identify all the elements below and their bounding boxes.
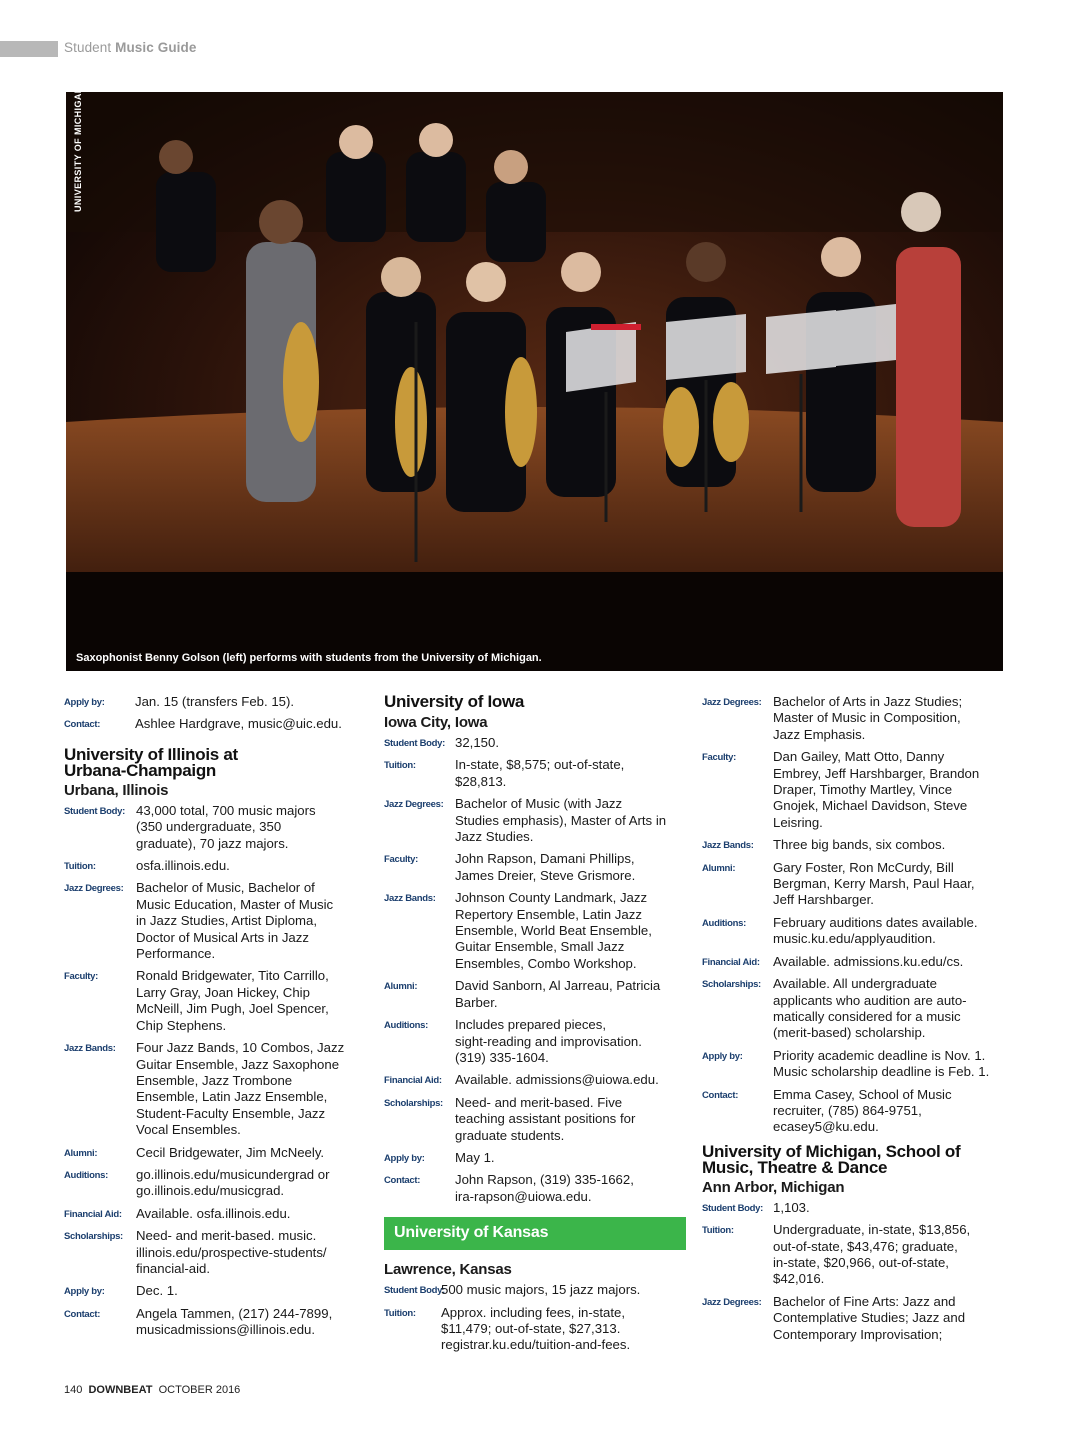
entry-value [773,1294,965,1343]
entry-label: Faculty: [702,752,737,764]
entry-label: Student Body: [384,738,446,749]
info-entry [384,796,686,845]
info-entry [64,1145,364,1161]
entry-line: Gnojek, Michael Davidson, Steve [773,798,968,814]
entry-value: Ashlee Hardgrave, music@uic.edu. [135,716,342,732]
entry-line: Emma Casey, School of Music [773,1086,952,1102]
entry-line: Contemplative Studies; Jazz and [773,1310,966,1326]
entry-line: out-of-state, $43,476; graduate, [773,1238,958,1254]
info-entry [702,1222,1004,1288]
info-entry [702,837,1004,853]
entry-line: recruiter, (785) 864-9751, [773,1102,922,1118]
info-entry [384,890,686,972]
entry-line: Bachelor of Arts in Jazz Studies; [773,694,963,709]
entry-line: Contemporary Improvisation; [773,1326,943,1342]
entry-line: Student-Faculty Ensemble, Jazz [136,1105,326,1121]
entry-label: Tuition: [384,1307,416,1319]
info-entry [64,1228,364,1277]
entry-line: Studies emphasis), Master of Arts in [455,812,667,828]
entry-label: Jazz Bands: [384,893,436,905]
column-3 [702,694,1004,1349]
entry-label: Tuition: [64,861,96,873]
entry-value [773,915,978,948]
entry-label: Apply by: [384,1152,425,1164]
photo-credit: UNIVERSITY OF MICHIGAN [73,86,83,212]
entry-value [455,978,660,1011]
entry-label: Jazz Bands: [64,1043,116,1055]
entry-value [136,1228,327,1277]
entry-line: osfa.illinois.edu. [136,858,230,874]
entry-line: 500 music majors, 15 jazz majors. [441,1282,641,1298]
entry-line: (319) 335-1604. [455,1049,549,1065]
entry-value [773,954,963,970]
entry-value: Jan. 15 (transfers Feb. 15). [135,694,295,709]
entry-label: Tuition: [384,760,416,772]
section-header: Student Music Guide [64,40,197,55]
entry-line: Music scholarship deadline is Feb. 1. [773,1064,990,1080]
entry-value [773,976,967,1042]
info-entry [702,1294,1004,1343]
entry-label: Student Body: [64,805,126,817]
info-entry [64,1167,364,1200]
entry-line: Guitar Ensemble, Jazz Saxophone [136,1056,340,1072]
entry-value [136,1206,290,1222]
school-location-illinois: Urbana, Illinois [64,781,169,799]
entry-value [455,757,624,790]
entry-label: Alumni: [384,981,418,993]
iowa-entries [384,735,686,1205]
info-entry [702,860,1004,909]
entry-line: Approx. including fees, in-state, [441,1304,625,1320]
entry-line: 43,000 total, 700 music majors [136,802,316,818]
entry-value [455,851,635,884]
entry-apply-by [64,694,364,710]
entry-line: Available. osfa.illinois.edu. [136,1205,291,1221]
info-entry [64,1040,364,1138]
entry-line: Ronald Bridgewater, Tito Carrillo, [136,968,329,984]
info-entry [702,915,1004,948]
entry-value [455,1095,635,1144]
info-entry [384,1072,686,1088]
entry-line: Barber. [455,994,498,1010]
entry-line: McNeill, Jim Pugh, Joel Spencer, [136,1001,329,1017]
entry-line: Leisring. [773,814,823,830]
entry-value [455,1072,659,1088]
school-name-iowa: University of Iowa [384,692,525,711]
entry-line: Need- and merit-based. music. [136,1228,317,1244]
entry-line: Bachelor of Music, Bachelor of [136,880,315,896]
entry-label: Apply by: [702,1050,743,1062]
entry-label: Student Body: [384,1285,446,1297]
school-banner-kansas: University of Kansas [384,1217,686,1250]
entry-line: Jazz Emphasis. [773,726,866,742]
info-entry [64,968,364,1034]
column-2 [384,694,686,1360]
entry-value [136,803,316,852]
entry-value [773,1200,810,1216]
entry-value [773,1222,970,1288]
entry-label: Apply by: [64,1286,105,1298]
school-name-illinois: University of Illinois at Urbana-Champaign [64,744,238,780]
entry-label: Jazz Bands: [702,840,754,852]
school-location-iowa: Iowa City, Iowa [384,714,488,731]
entry-line: applicants who audition are auto- [773,992,967,1008]
entry-line: Ensembles, Combo Workshop. [455,955,637,971]
entry-line: John Rapson, Damani Phillips, [455,851,635,867]
entry-line: Dec. 1. [136,1283,178,1299]
band-photo-illustration [66,92,1003,671]
entry-label: Jazz Degrees: [64,883,124,895]
entry-label: Auditions: [384,1020,428,1032]
entry-label: Contact: [384,1175,421,1187]
concert-photo [66,92,1003,671]
school-location-kansas: Lawrence, Kansas [384,1261,512,1279]
info-entry [702,1087,1004,1136]
entry-label: Faculty: [64,971,99,983]
entry-line: Three big bands, six combos. [773,837,946,853]
entry-line: Draper, Timothy Martley, Vince [773,782,953,798]
entry-line: $11,479; out-of-state, $27,313. [441,1320,621,1336]
entry-value [773,1087,952,1136]
entry-label: Auditions: [64,1169,108,1181]
entry-line: Larry Gray, Joan Hickey, Chip [136,984,310,1000]
entry-line: matically considered for a music [773,1008,961,1024]
info-entry [702,694,1004,743]
info-entry [384,851,686,884]
entry-value [136,1283,178,1299]
entry-line: Cecil Bridgewater, Jim McNeely. [136,1144,325,1160]
entry-value [773,1048,989,1081]
entry-line: graduate), 70 jazz majors. [136,835,289,851]
entry-label: Student Body: [702,1202,764,1214]
entry-line: Embrey, Jeff Harshbarger, Brandon [773,765,980,781]
info-entry [702,1200,1004,1216]
entry-line: Priority academic deadline is Nov. 1. [773,1047,986,1063]
entry-line: illinois.edu/prospective-students/ [136,1244,327,1260]
entry-value [455,796,666,845]
entry-label: Jazz Degrees: [384,799,444,811]
info-entry [64,858,364,874]
entry-line: Master of Music in Composition, [773,710,961,726]
entry-label: Alumni: [64,1147,98,1159]
entry-line: February auditions dates available. [773,914,978,930]
entry-label: Financial Aid: [702,956,760,968]
entry-line: 1,103. [773,1199,810,1215]
entry-line: Doctor of Musical Arts in Jazz [136,929,309,945]
entry-line: Jazz Studies. [455,829,534,845]
entry-value [773,749,979,831]
photo-caption: Saxophonist Benny Golson (left) performs with students from the University of Michigan. [76,652,542,664]
entry-line: Johnson County Landmark, Jazz [455,890,648,906]
entry-line: in Jazz Studies, Artist Diploma, [136,913,318,929]
entry-line: $42,016. [773,1271,825,1287]
entry-line: Undergraduate, in-state, $13,856, [773,1222,971,1238]
entry-line: Ensemble, World Beat Ensemble, [455,923,652,939]
entry-line: 32,150. [455,735,499,750]
entry-value [136,1145,324,1161]
entry-line: Repertory Ensemble, Latin Jazz [455,906,642,922]
header-bar [0,41,58,57]
entry-value [136,858,230,874]
entry-label: Jazz Degrees: [702,697,762,708]
entry-line: Music Education, Master of Music [136,896,334,912]
entry-value [455,1017,642,1066]
entry-value [455,1150,495,1166]
entry-value [441,1282,640,1298]
entry-value [136,968,329,1034]
entry-value [136,1040,344,1138]
entry-value [773,860,975,909]
entry-contact [64,716,364,732]
entry-value [136,1306,332,1339]
info-entry [384,1017,686,1066]
entry-label: Tuition: [702,1225,734,1237]
info-entry [384,1282,686,1298]
page-number: 140 [64,1384,83,1396]
entry-line: Available. admissions@uiowa.edu. [455,1072,659,1088]
entry-line: Chip Stephens. [136,1017,227,1033]
kansas-continued-entries [702,694,1004,1136]
info-entry [384,1305,686,1354]
entry-line: John Rapson, (319) 335-1662, [455,1172,634,1188]
entry-label: Financial Aid: [64,1208,122,1220]
entry-label: Faculty: [384,854,419,866]
entry-line: Bachelor of Fine Arts: Jazz and [773,1293,956,1309]
info-entry [384,1172,686,1205]
entry-label: Financial Aid: [384,1075,442,1087]
issue-date: OCTOBER 2016 [158,1384,241,1396]
entry-value [455,735,499,751]
info-entry [64,1206,364,1222]
info-entry [702,976,1004,1042]
column-1 [64,694,364,1345]
michigan-entries [702,1200,1004,1343]
entry-line: graduate students. [455,1127,565,1143]
page-footer [64,1384,240,1396]
entry-label: Alumni: [702,862,736,874]
entry-value [136,1167,330,1200]
entry-line: ira-rapson@uiowa.edu. [455,1188,592,1204]
entry-line: May 1. [455,1149,495,1165]
entry-label: Contact: [702,1089,739,1101]
entry-line: Bergman, Kerry Marsh, Paul Haar, [773,876,975,892]
entry-line: ecasey5@ku.edu. [773,1119,879,1135]
entry-line: Ensemble, Jazz Trombone [136,1072,293,1088]
entry-line: (merit-based) scholarship. [773,1025,926,1041]
entry-label: Scholarships: [702,979,761,991]
entry-line: Available. All undergraduate [773,976,937,992]
entry-value [773,837,945,853]
entry-line: Angela Tammen, (217) 244-7899, [136,1305,333,1321]
entry-label: Jazz Degrees: [702,1296,762,1308]
info-entry [702,954,1004,970]
entry-value [773,694,962,743]
info-entry [64,803,364,852]
school-location-michigan: Ann Arbor, Michigan [702,1178,845,1196]
entry-line: (350 undergraduate, 350 [136,819,282,835]
info-entry [384,1095,686,1144]
info-entry [702,1048,1004,1081]
entry-line: Jeff Harshbarger. [773,892,874,908]
entry-value [136,880,333,962]
info-entry [64,1283,364,1299]
entry-line: Includes prepared pieces, [455,1017,607,1033]
entry-line: Guitar Ensemble, Small Jazz [455,939,625,955]
entry-label: Auditions: [702,917,746,929]
entry-label: Scholarships: [64,1231,123,1243]
entry-line: sight-reading and improvisation. [455,1033,642,1049]
entry-line: Need- and merit-based. Five [455,1094,623,1110]
info-entry [702,749,1004,831]
kansas-entries [384,1282,686,1354]
magazine-name: DOWNBEAT [88,1384,153,1396]
entry-line: teaching assistant positions for [455,1111,636,1127]
entry-line: Performance. [136,946,216,962]
entry-value [455,890,652,972]
entry-line: financial-aid. [136,1260,211,1276]
entry-label: Apply by: [64,697,105,708]
info-entry [384,735,686,751]
entry-line: In-state, $8,575; out-of-state, [455,757,625,773]
school-name-michigan: University of Michigan, School of Music, Theatre & Dance [702,1141,961,1177]
entry-line: Gary Foster, Ron McCurdy, Bill [773,859,954,875]
entry-line: Bachelor of Music (with Jazz [455,796,623,812]
info-entry [64,1306,364,1339]
entry-line: David Sanborn, Al Jarreau, Patricia [455,978,661,994]
entry-line: $28,813. [455,773,507,789]
entry-line: in-state, $20,966, out-of-state, [773,1254,949,1270]
entry-line: registrar.ku.edu/tuition-and-fees. [441,1337,631,1353]
info-entry [384,757,686,790]
entry-line: go.illinois.edu/musicgrad. [136,1183,285,1199]
entry-line: Four Jazz Bands, 10 Combos, Jazz [136,1040,345,1056]
illinois-entries [64,803,364,1339]
entry-line: James Dreier, Steve Grismore. [455,867,636,883]
entry-line: go.illinois.edu/musicundergrad or [136,1166,330,1182]
entry-value [455,1172,634,1205]
info-entry [384,978,686,1011]
entry-value [441,1305,630,1354]
entry-line: Dan Gailey, Matt Otto, Danny [773,749,945,765]
entry-label: Contact: [64,1308,101,1320]
info-entry [384,1150,686,1166]
entry-line: Ensemble, Latin Jazz Ensemble, [136,1089,328,1105]
entry-line: musicadmissions@illinois.edu. [136,1322,316,1338]
entry-line: music.ku.edu/applyaudition. [773,931,936,947]
entry-label: Scholarships: [384,1097,443,1109]
entry-line: Available. admissions.ku.edu/cs. [773,953,964,969]
entry-line: Vocal Ensembles. [136,1122,241,1138]
info-entry [64,880,364,962]
entry-label: Contact: [64,719,101,731]
